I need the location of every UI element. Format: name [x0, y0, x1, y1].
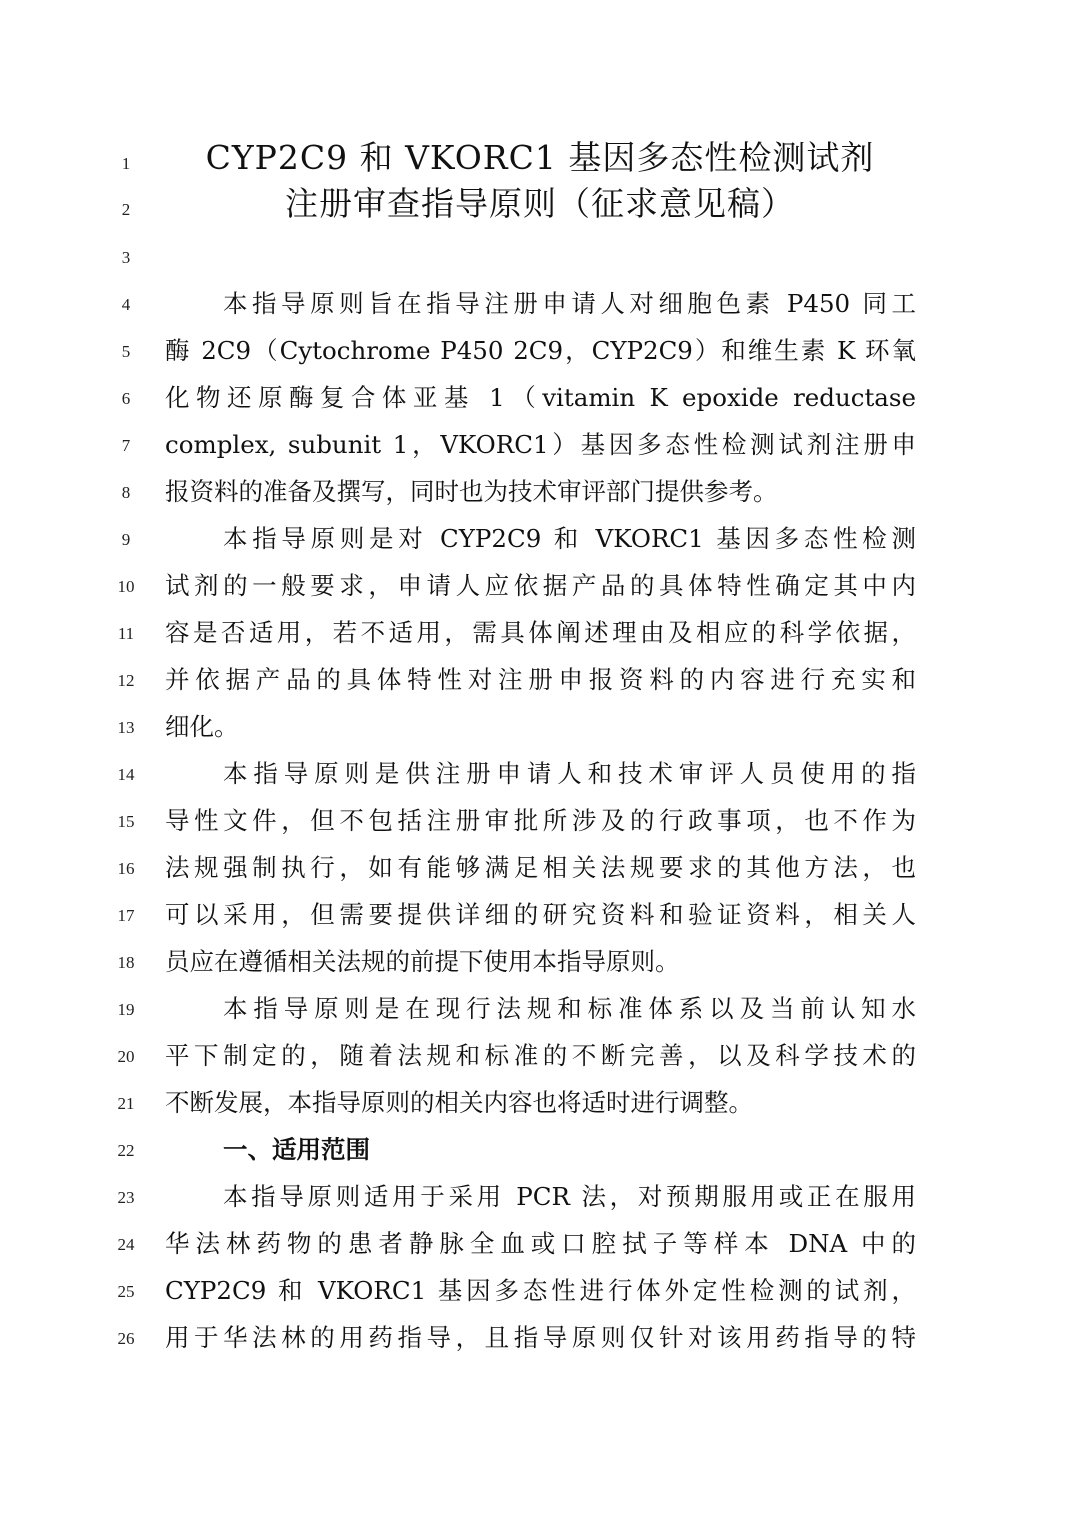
body-text-line: 导性文件，但不包括注册审批所涉及的行政事项，也不作为: [165, 806, 916, 835]
line-number: 14: [117, 765, 135, 784]
line-number: 5: [121, 342, 131, 361]
document-title-line-1: CYP2C9 和 VKORC1 基因多态性检测试剂: [205, 138, 875, 177]
body-text-line: 化物还原酶复合体亚基 1（vitamin K epoxide reductase: [165, 383, 916, 412]
line-number: 18: [117, 953, 135, 972]
line-number: 12: [117, 671, 135, 690]
body-text-line: 本指导原则是供注册申请人和技术审评人员使用的指: [223, 759, 916, 788]
line-number: 2: [121, 200, 131, 219]
document-title-line-2: 注册审查指导原则（征求意见稿）: [285, 184, 795, 223]
line-number: 16: [117, 859, 135, 878]
line-number: 17: [117, 906, 135, 925]
body-text-line: 容是否适用，若不适用，需具体阐述理由及相应的科学依据，: [165, 618, 916, 647]
line-number: 7: [121, 436, 131, 455]
line-number: 22: [117, 1141, 135, 1160]
line-number: 21: [117, 1094, 135, 1113]
line-number: 1: [121, 154, 131, 173]
body-text-line: 本指导原则适用于采用 PCR 法，对预期服用或正在服用: [223, 1182, 916, 1211]
line-number: 13: [117, 718, 135, 737]
line-number: 10: [117, 577, 135, 596]
body-text-line: CYP2C9 和 VKORC1 基因多态性进行体外定性检测的试剂，: [165, 1276, 916, 1305]
body-text-line: 用于华法林的用药指导，且指导原则仅针对该用药指导的特: [165, 1323, 916, 1352]
body-text-line: 本指导原则旨在指导注册申请人对细胞色素 P450 同工: [223, 289, 916, 318]
body-text-line: 不断发展，本指导原则的相关内容也将适时进行调整。: [165, 1088, 753, 1117]
body-text-line: 员应在遵循相关法规的前提下使用本指导原则。: [165, 947, 680, 976]
line-number: 11: [117, 624, 135, 643]
line-number: 4: [121, 295, 131, 314]
body-text-line: 酶 2C9（Cytochrome P450 2C9，CYP2C9）和维生素 K 环氧: [165, 336, 916, 365]
body-text-line: 报资料的准备及撰写，同时也为技术审评部门提供参考。: [165, 477, 778, 506]
line-number: 24: [117, 1235, 135, 1254]
body-text-line: complex, subunit 1，VKORC1）基因多态性检测试剂注册申: [165, 430, 916, 459]
line-number: 6: [121, 389, 131, 408]
line-number: 19: [117, 1000, 135, 1019]
line-number: 20: [117, 1047, 135, 1066]
body-text-line: 华法林药物的患者静脉全血或口腔拭子等样本 DNA 中的: [165, 1229, 916, 1258]
body-text-line: 法规强制执行，如有能够满足相关法规要求的其他方法，也: [165, 853, 916, 882]
line-number: 8: [121, 483, 131, 502]
section-heading: 一、适用范围: [223, 1135, 370, 1164]
line-number: 25: [117, 1282, 135, 1301]
line-number: 15: [117, 812, 135, 831]
body-text-line: 本指导原则是在现行法规和标准体系以及当前认知水: [223, 994, 916, 1023]
body-text-line: 本指导原则是对 CYP2C9 和 VKORC1 基因多态性检测: [223, 524, 916, 553]
body-text-line: 试剂的一般要求，申请人应依据产品的具体特性确定其中内: [165, 571, 916, 600]
body-text-line: 平下制定的，随着法规和标准的不断完善，以及科学技术的: [165, 1041, 916, 1070]
body-text-line: 并依据产品的具体特性对注册申报资料的内容进行充实和: [165, 665, 916, 694]
line-number: 9: [121, 530, 131, 549]
line-number: 3: [121, 248, 131, 267]
body-text-line: 可以采用，但需要提供详细的研究资料和验证资料，相关人: [165, 900, 916, 929]
line-number: 23: [117, 1188, 135, 1207]
body-text-line: 细化。: [165, 712, 239, 741]
line-number: 26: [117, 1329, 135, 1348]
